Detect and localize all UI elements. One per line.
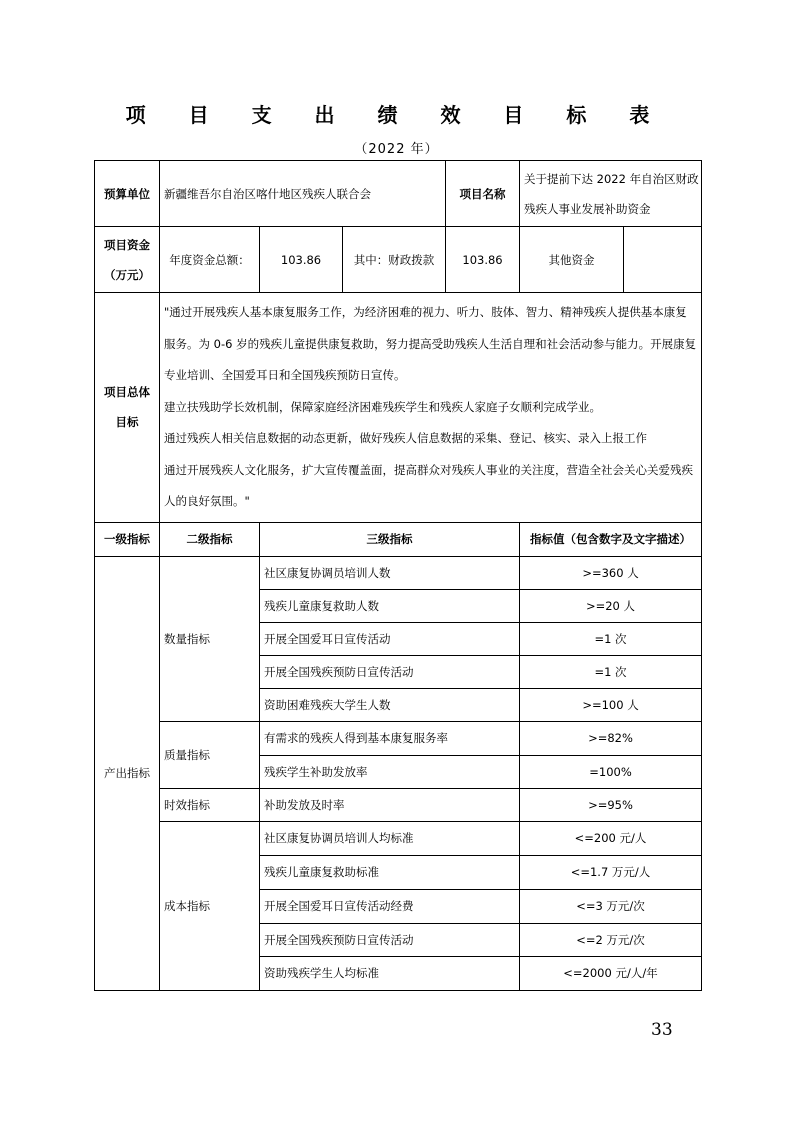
indicator-value: <=200 元/人 — [520, 821, 702, 855]
header-level1: 一级指标 — [95, 522, 160, 556]
funds-label-line2: （万元） — [104, 267, 150, 282]
indicator-value: >=82% — [520, 721, 702, 755]
budget-unit-label: 预算单位 — [95, 161, 160, 227]
indicator-name: 开展全国爱耳日宣传活动 — [260, 622, 520, 655]
indicator-name: 残疾学生补助发放率 — [260, 755, 520, 788]
group-timeliness: 时效指标 — [160, 788, 260, 821]
header-level3: 三级指标 — [260, 522, 520, 556]
indicator-value: >=20 人 — [520, 589, 702, 622]
year-subtitle: （2022 年） — [354, 142, 439, 157]
performance-target-table — [94, 160, 702, 991]
table-row — [95, 788, 702, 821]
group-quality: 质量指标 — [160, 721, 260, 788]
project-name-label: 项目名称 — [446, 161, 520, 227]
indicator-name: 资助残疾学生人均标准 — [260, 956, 520, 990]
indicator-name: 社区康复协调员培训人均标准 — [260, 821, 520, 855]
indicator-name: 残疾儿童康复救助人数 — [260, 589, 520, 622]
fiscal-label: 其中：财政拨款 — [343, 227, 446, 293]
page-title: 项 目 支 出 绩 效 目 标 表 — [125, 103, 668, 127]
project-name-value: 关于提前下达 2022 年自治区财政残疾人事业发展补助资金 — [520, 161, 702, 227]
other-funds-label: 其他资金 — [520, 227, 624, 293]
funds-label — [95, 227, 160, 293]
header-row — [95, 522, 702, 556]
indicator-value: =1 次 — [520, 622, 702, 655]
indicator-value: =100% — [520, 755, 702, 788]
page-number: 33 — [651, 1020, 673, 1040]
indicator-value: <=3 万元/次 — [520, 889, 702, 923]
indicator-name: 开展全国残疾预防日宣传活动 — [260, 923, 520, 956]
indicator-value: <=2000 元/人/年 — [520, 956, 702, 990]
indicator-value: =1 次 — [520, 655, 702, 688]
header-value: 指标值（包含数字及文字描述） — [520, 522, 702, 556]
indicator-name: 开展全国残疾预防日宣传活动 — [260, 655, 520, 688]
fiscal-value: 103.86 — [446, 227, 520, 293]
indicator-value: >=360 人 — [520, 556, 702, 589]
annual-total-value: 103.86 — [260, 227, 343, 293]
table-row — [95, 556, 702, 589]
indicator-value: <=1.7 万元/人 — [520, 855, 702, 889]
indicator-name: 资助困难残疾大学生人数 — [260, 688, 520, 721]
table-row — [95, 821, 702, 855]
other-funds-value — [624, 227, 702, 293]
indicator-value: >=100 人 — [520, 688, 702, 721]
indicator-value: <=2 万元/次 — [520, 923, 702, 956]
goal-text — [160, 293, 702, 523]
funds-label-line1: 项目资金 — [104, 237, 150, 252]
indicator-name: 社区康复协调员培训人数 — [260, 556, 520, 589]
funds-row — [95, 227, 702, 293]
table-row — [95, 721, 702, 755]
level1-output: 产出指标 — [95, 556, 160, 990]
budget-unit-value: 新疆维吾尔自治区喀什地区残疾人联合会 — [160, 161, 446, 227]
budget-unit-row — [95, 161, 702, 227]
goal-row — [95, 293, 702, 523]
indicator-name: 残疾儿童康复救助标准 — [260, 855, 520, 889]
indicator-name: 有需求的残疾人得到基本康复服务率 — [260, 721, 520, 755]
group-cost: 成本指标 — [160, 821, 260, 990]
indicator-name: 补助发放及时率 — [260, 788, 520, 821]
annual-total-label: 年度资金总额： — [160, 227, 260, 293]
goal-label: 项目总体目标 — [95, 293, 160, 523]
goal-paragraph: "通过开展残疾人基本康复服务工作，为经济困难的视力、听力、肢体、智力、精神残疾人提供基本康复服务。为 0-6 岁的残疾儿童提供康复救助，努力提高受助残疾人生活自理和社会活动参与能力。开展康复专业培训、全国爱耳日和全国残疾预防日宣传。 建立扶残助学长效机制，保障家庭经济困难残疾学生和残疾人家庭子女顺利完成学业。 通过残疾人相关信息数据的动态更新，做好残疾人信息数据的采集、登记、核实、录入上报工作 通过开展残疾人文化服务，扩大宣传覆盖面，提高群众对残疾人事业的关注度，营造全社会关心关爱残疾人的良好氛围。" — [164, 305, 697, 508]
indicator-name: 开展全国爱耳日宣传活动经费 — [260, 889, 520, 923]
header-level2: 二级指标 — [160, 522, 260, 556]
indicator-value: >=95% — [520, 788, 702, 821]
group-quantity: 数量指标 — [160, 556, 260, 721]
